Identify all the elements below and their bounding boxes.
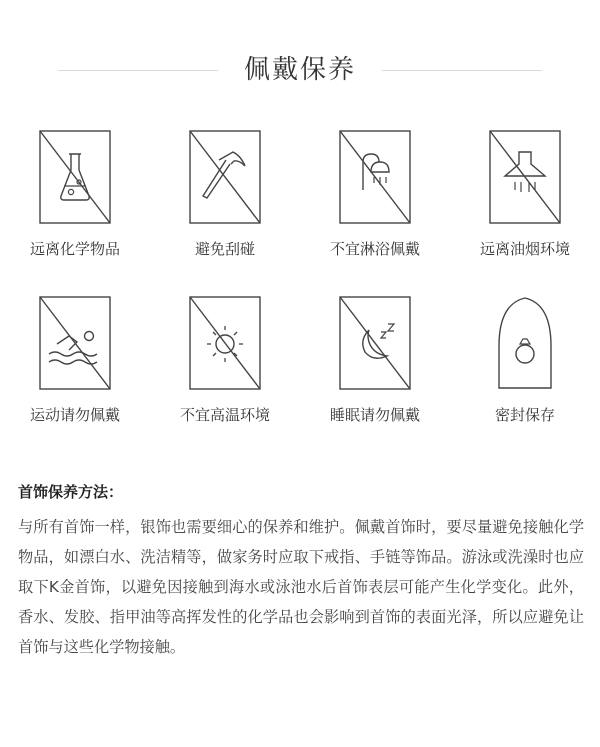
ring-box-icon [489, 296, 561, 390]
swimmer-icon [39, 296, 111, 390]
care-item-label: 远离油烟环境 [479, 240, 570, 258]
range-hood-icon [489, 130, 561, 224]
care-item-label: 远离化学物品 [29, 240, 120, 258]
care-method-heading: 首饰保养方法： [18, 483, 124, 501]
shower-icon [339, 130, 411, 224]
header-divider-right [382, 70, 542, 71]
care-method-section [18, 480, 584, 662]
care-item-label: 密封保存 [494, 406, 555, 424]
care-icons-grid [0, 130, 600, 430]
care-item-heat [150, 296, 300, 436]
care-method-body: 与所有首饰一样，银饰也需要细心的保养和维护。佩戴首饰时，要尽量避免接触化学物品，如漂白水、洗洁精等，做家务时应取下戒指、手链等饰品。游泳或洗澡时也应取下K金首饰，以避免因接触到海水或泳池水后首饰表层可能产生化学变化。此外，香水、发胶、指甲油等高挥发性的化学品也会影响到首饰的表面光泽，所以应避免让首饰与这些化学物接触。 [18, 518, 584, 656]
care-item-chemicals [0, 130, 150, 270]
care-item-label: 运动请勿佩戴 [29, 406, 120, 424]
care-item-label: 不宜高温环境 [179, 406, 270, 424]
section-header [0, 48, 600, 92]
care-item-label: 睡眠请勿佩戴 [329, 406, 420, 424]
care-item-sports [0, 296, 150, 436]
page-title: 佩戴保养 [243, 55, 356, 85]
care-item-sealed-storage [450, 296, 600, 436]
care-item-fumes [450, 130, 600, 270]
care-item-label: 不宜淋浴佩戴 [329, 240, 420, 258]
moon-sleep-icon [339, 296, 411, 390]
care-item-shower [300, 130, 450, 270]
flask-icon [39, 130, 111, 224]
care-item-sleep [300, 296, 450, 436]
hammer-icon [189, 130, 261, 224]
sun-icon [189, 296, 261, 390]
care-item-label: 避免刮碰 [194, 240, 255, 258]
care-item-scratch [150, 130, 300, 270]
